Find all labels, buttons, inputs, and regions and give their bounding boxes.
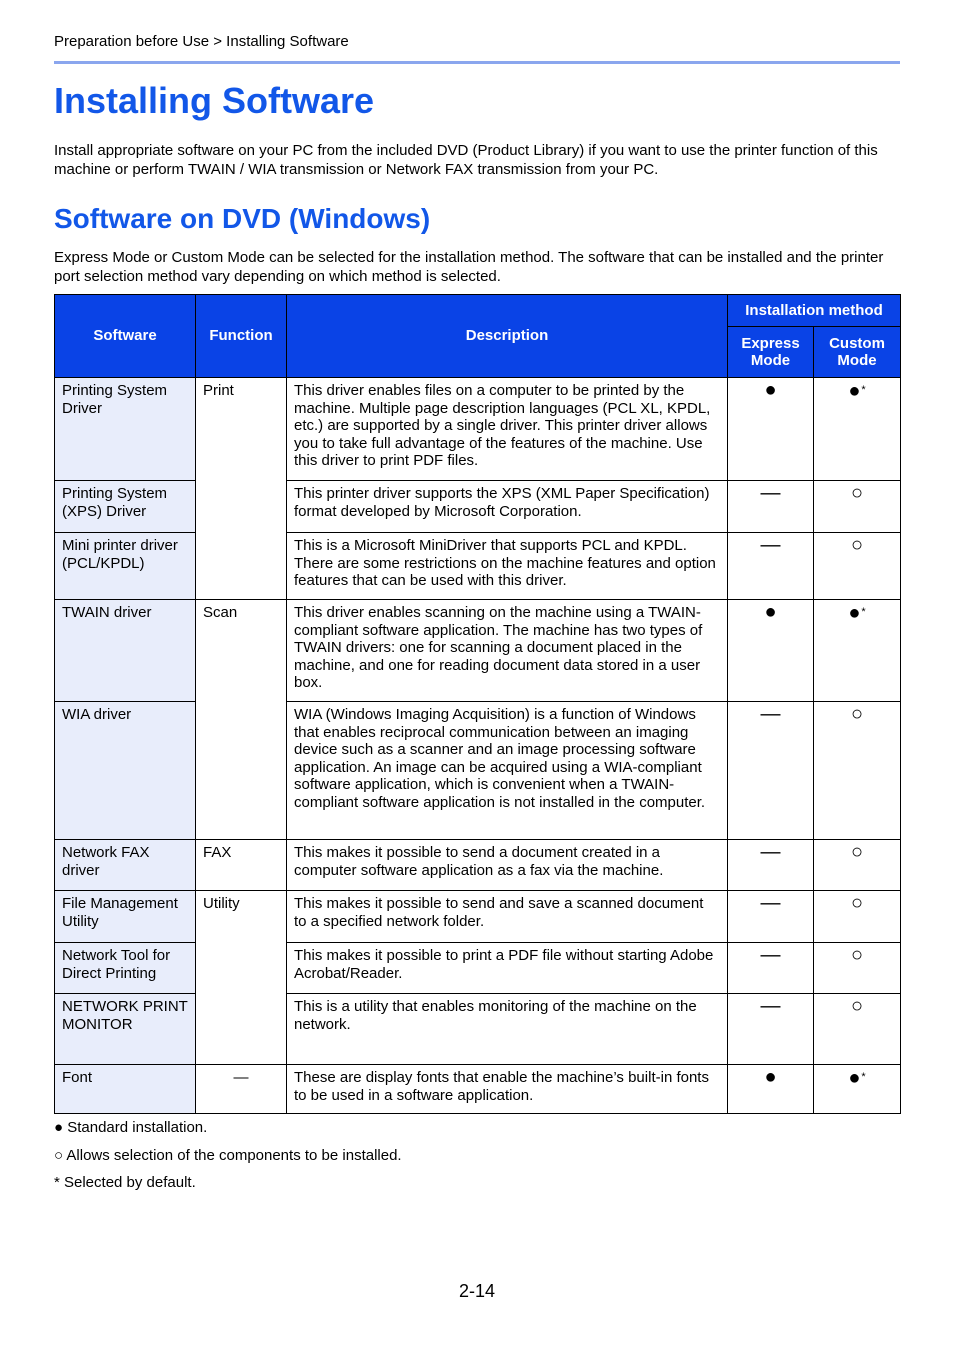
custom-mark: ●: [848, 1067, 861, 1089]
software-name: WIA driver: [55, 702, 196, 840]
header-software: Software: [55, 295, 196, 378]
description-cell: These are display fonts that enable the machine’s built-in fonts to be used in a software application.: [287, 1065, 728, 1114]
custom-mark-cell: [814, 943, 901, 994]
function-cell: Utility: [196, 891, 287, 1065]
table-row: [55, 1065, 901, 1114]
default-asterisk: *: [861, 606, 866, 618]
default-asterisk: *: [861, 1071, 866, 1083]
legend-selectable: ○ Allows selection of the components to be installed.: [54, 1147, 402, 1164]
default-asterisk: *: [861, 384, 866, 396]
function-cell: Print: [196, 378, 287, 600]
software-name: TWAIN driver: [55, 600, 196, 702]
software-name: File Management Utility: [55, 891, 196, 943]
software-name: Network FAX driver: [55, 840, 196, 891]
header-description: Description: [287, 295, 728, 378]
custom-mark: ●: [848, 602, 861, 624]
custom-mark-cell: [814, 1065, 901, 1114]
software-name: Mini printer driver (PCL/KPDL): [55, 533, 196, 600]
function-cell: —: [196, 1065, 287, 1114]
custom-mark: ○: [850, 534, 864, 556]
section-title: Software on DVD (Windows): [54, 203, 431, 234]
description-cell: This printer driver supports the XPS (XML Paper Specification) format developed by Microsoft Corporation.: [287, 481, 728, 533]
express-mark: —: [728, 891, 814, 943]
software-name: Printing System (XPS) Driver: [55, 481, 196, 533]
table-row: [55, 702, 901, 840]
table-row: [55, 533, 901, 600]
custom-mark: ○: [850, 944, 864, 966]
description-cell: This makes it possible to print a PDF file without starting Adobe Acrobat/Reader.: [287, 943, 728, 994]
description-cell: This makes it possible to send and save a scanned document to a specified network folder.: [287, 891, 728, 943]
table-row: [55, 481, 901, 533]
express-mark: ●: [728, 378, 814, 481]
custom-mark: ●: [848, 380, 861, 402]
description-cell: This is a Microsoft MiniDriver that supports PCL and KPDL. There are some restrictions on the machine features and option features that can be used with this driver.: [287, 533, 728, 600]
header-rule: [54, 61, 900, 64]
table-row: [55, 943, 901, 994]
custom-mark-cell: [814, 994, 901, 1065]
description-cell: This is a utility that enables monitoring of the machine on the network.: [287, 994, 728, 1065]
legend-standard: ● Standard installation.: [54, 1119, 208, 1136]
express-mark: —: [728, 702, 814, 840]
legend-default: * Selected by default.: [54, 1174, 196, 1191]
intro-paragraph: Install appropriate software on your PC from the included DVD (Product Library) if you want to use the printer function of this machine or perform TWAIN / WIA transmission or Network FAX transmission from your PC.: [54, 142, 878, 178]
custom-mark: ○: [850, 841, 864, 863]
custom-mark-cell: [814, 533, 901, 600]
express-mark: ●: [728, 600, 814, 702]
header-custom-mode: Custom Mode: [814, 327, 901, 378]
express-mark: —: [728, 840, 814, 891]
express-mark: —: [728, 481, 814, 533]
custom-mark: ○: [850, 892, 864, 914]
section-paragraph: Express Mode or Custom Mode can be selected for the installation method. The software that can be installed and the printer port selection method vary depending on which method is selected.: [54, 249, 884, 285]
table-row: [55, 891, 901, 943]
table-row: [55, 840, 901, 891]
table-row: [55, 994, 901, 1065]
custom-mark-cell: [814, 378, 901, 481]
custom-mark-cell: [814, 702, 901, 840]
table-row: [55, 378, 901, 481]
custom-mark-cell: [814, 600, 901, 702]
software-table: [54, 294, 901, 1114]
page-title: Installing Software: [54, 80, 375, 121]
custom-mark-cell: [814, 481, 901, 533]
express-mark: —: [728, 533, 814, 600]
express-mark: —: [728, 994, 814, 1065]
breadcrumb: Preparation before Use > Installing Software: [54, 33, 349, 50]
express-mark: ●: [728, 1065, 814, 1114]
software-name: Font: [55, 1065, 196, 1114]
header-function: Function: [196, 295, 287, 378]
custom-mark: ○: [850, 482, 864, 504]
function-cell: Scan: [196, 600, 287, 840]
table-row: [55, 600, 901, 702]
header-express-mode: Express Mode: [728, 327, 814, 378]
header-installation-method: Installation method: [728, 295, 901, 327]
custom-mark: ○: [850, 703, 864, 725]
function-cell: FAX: [196, 840, 287, 891]
description-cell: This driver enables scanning on the machine using a TWAIN-compliant software application. The machine has two types of TWAIN drivers: one for scanning a document placed in the machine, and one for reading document data stored in a user box.: [287, 600, 728, 702]
software-name: Network Tool for Direct Printing: [55, 943, 196, 994]
description-cell: WIA (Windows Imaging Acquisition) is a function of Windows that enables reciprocal communication between an imaging device such as a scanner and an image processing software application. An image can be acquired using a WIA-compliant software application, which is convenient when a TWAIN-compliant software application is not installed in the computer.: [287, 702, 728, 840]
page-number: 2-14: [459, 1281, 496, 1301]
express-mark: —: [728, 943, 814, 994]
custom-mark-cell: [814, 840, 901, 891]
custom-mark: ○: [850, 995, 864, 1017]
software-name: Printing System Driver: [55, 378, 196, 481]
custom-mark-cell: [814, 891, 901, 943]
description-cell: This makes it possible to send a document created in a computer software application as a fax via the machine.: [287, 840, 728, 891]
software-name: NETWORK PRINT MONITOR: [55, 994, 196, 1065]
description-cell: This driver enables files on a computer to be printed by the machine. Multiple page description languages (PCL XL, KPDL, etc.) are supported by a single driver. This printer driver allows you to take full advantage of the features of the machine. Use this driver to print PDF files.: [287, 378, 728, 481]
